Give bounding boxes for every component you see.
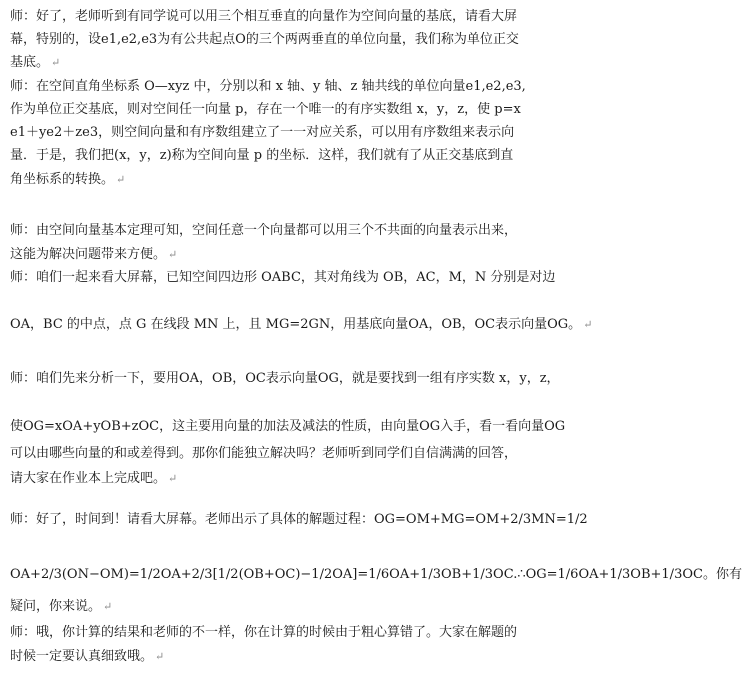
line-text: 角坐标系的转换。	[10, 172, 115, 187]
line-text: 师：由空间向量基本定理可知，空间任意一个向量都可以用三个不共面的向量表示出来，	[10, 223, 518, 238]
text-line-11	[10, 269, 601, 287]
line-text: 师：在空间直角坐标系 O—xyz 中，分别以和 x 轴、y 轴、z 轴共线的单位向量e1,e2,e3,	[10, 79, 526, 94]
text-line-13	[10, 370, 601, 388]
line-text: 师：咱们先来分析一下，要用OA，OB，OC表示向量OG，就是要找到一组有序实数 x，y，z，	[10, 371, 560, 386]
text-line-1	[10, 8, 601, 26]
text-line-10	[10, 246, 601, 264]
text-line-6	[10, 124, 601, 142]
line-text: 这能为解决问题带来方便。	[10, 247, 167, 262]
return-mark: ↵	[168, 248, 178, 261]
line-text: 基底。	[10, 55, 50, 70]
text-line-18	[10, 566, 742, 584]
text-line-7	[10, 147, 601, 165]
return-mark: ↵	[51, 56, 61, 69]
return-mark: ↵	[103, 600, 113, 613]
text-line-20	[10, 624, 601, 642]
text-line-5	[10, 101, 601, 119]
line-text: 师：哦，你计算的结果和老师的不一样，你在计算的时候由于粗心算错了。大家在解题的	[10, 625, 518, 640]
line-text: 时候一定要认真细致哦。	[10, 649, 154, 664]
text-line-21	[10, 648, 601, 666]
return-mark: ↵	[116, 173, 126, 186]
text-line-15	[10, 445, 601, 463]
text-line-12	[10, 316, 601, 334]
line-text: 幕，特别的，设e1,e2,e3为有公共起点O的三个两两垂直的单位向量，我们称为单位正交	[10, 32, 519, 47]
line-text: OA+2/3(ON−OM)=1/2OA+2/3[1/2(OB+OC)−1/2OA]=1/6OA+1/3OB+1/3OC.∴OG=1/6OA+1/3OB+1/3OC。你有	[10, 567, 742, 582]
line-text: 师：好了，时间到！请看大屏幕。老师出示了具体的解题过程：OG=OM+MG=OM+2/3MN=1/2	[10, 512, 588, 527]
line-text: e1＋ye2＋ze3，则空间向量和有序数组建立了一一对应关系，可以用有序数组来表示向	[10, 125, 515, 140]
line-text: 可以由哪些向量的和或差得到。那你们能独立解决吗？老师听到同学们自信满满的回答，	[10, 446, 518, 461]
return-mark: ↵	[155, 650, 165, 663]
text-line-3	[10, 54, 601, 72]
text-line-4	[10, 78, 601, 96]
text-line-19	[10, 598, 601, 616]
return-mark: ↵	[583, 318, 593, 331]
text-line-8	[10, 171, 601, 189]
line-text: 请大家在作业本上完成吧。	[10, 471, 167, 486]
line-text: 使OG=xOA+yOB+zOC，这主要用向量的加法及减法的性质，由向量OG入手，看一看向量OG	[10, 419, 566, 434]
line-text: 疑问，你来说。	[10, 599, 102, 614]
text-line-2	[10, 31, 601, 49]
text-line-9	[10, 222, 601, 240]
line-text: OA，BC 的中点，点 G 在线段 MN 上，且 MG=2GN，用基底向量OA，OB，OC表示向量OG。	[10, 317, 582, 332]
text-line-17	[10, 511, 601, 529]
text-line-14	[10, 418, 601, 436]
line-text: 作为单位正交基底，则对空间任一向量 p，存在一个唯一的有序实数组 x，y，z，使 p=x	[10, 102, 521, 117]
text-line-16	[10, 470, 601, 488]
return-mark: ↵	[168, 472, 178, 485]
line-text: 师：咱们一起来看大屏幕，已知空间四边形 OABC，其对角线为 OB，AC，M，N 分别是对边	[10, 270, 556, 285]
line-text: 师：好了，老师听到有同学说可以用三个相互垂直的向量作为空间向量的基底，请看大屏	[10, 9, 518, 24]
line-text: 量．于是，我们把(x，y，z)称为空间向量 p 的坐标．这样，我们就有了从正交基底到直	[10, 148, 514, 163]
